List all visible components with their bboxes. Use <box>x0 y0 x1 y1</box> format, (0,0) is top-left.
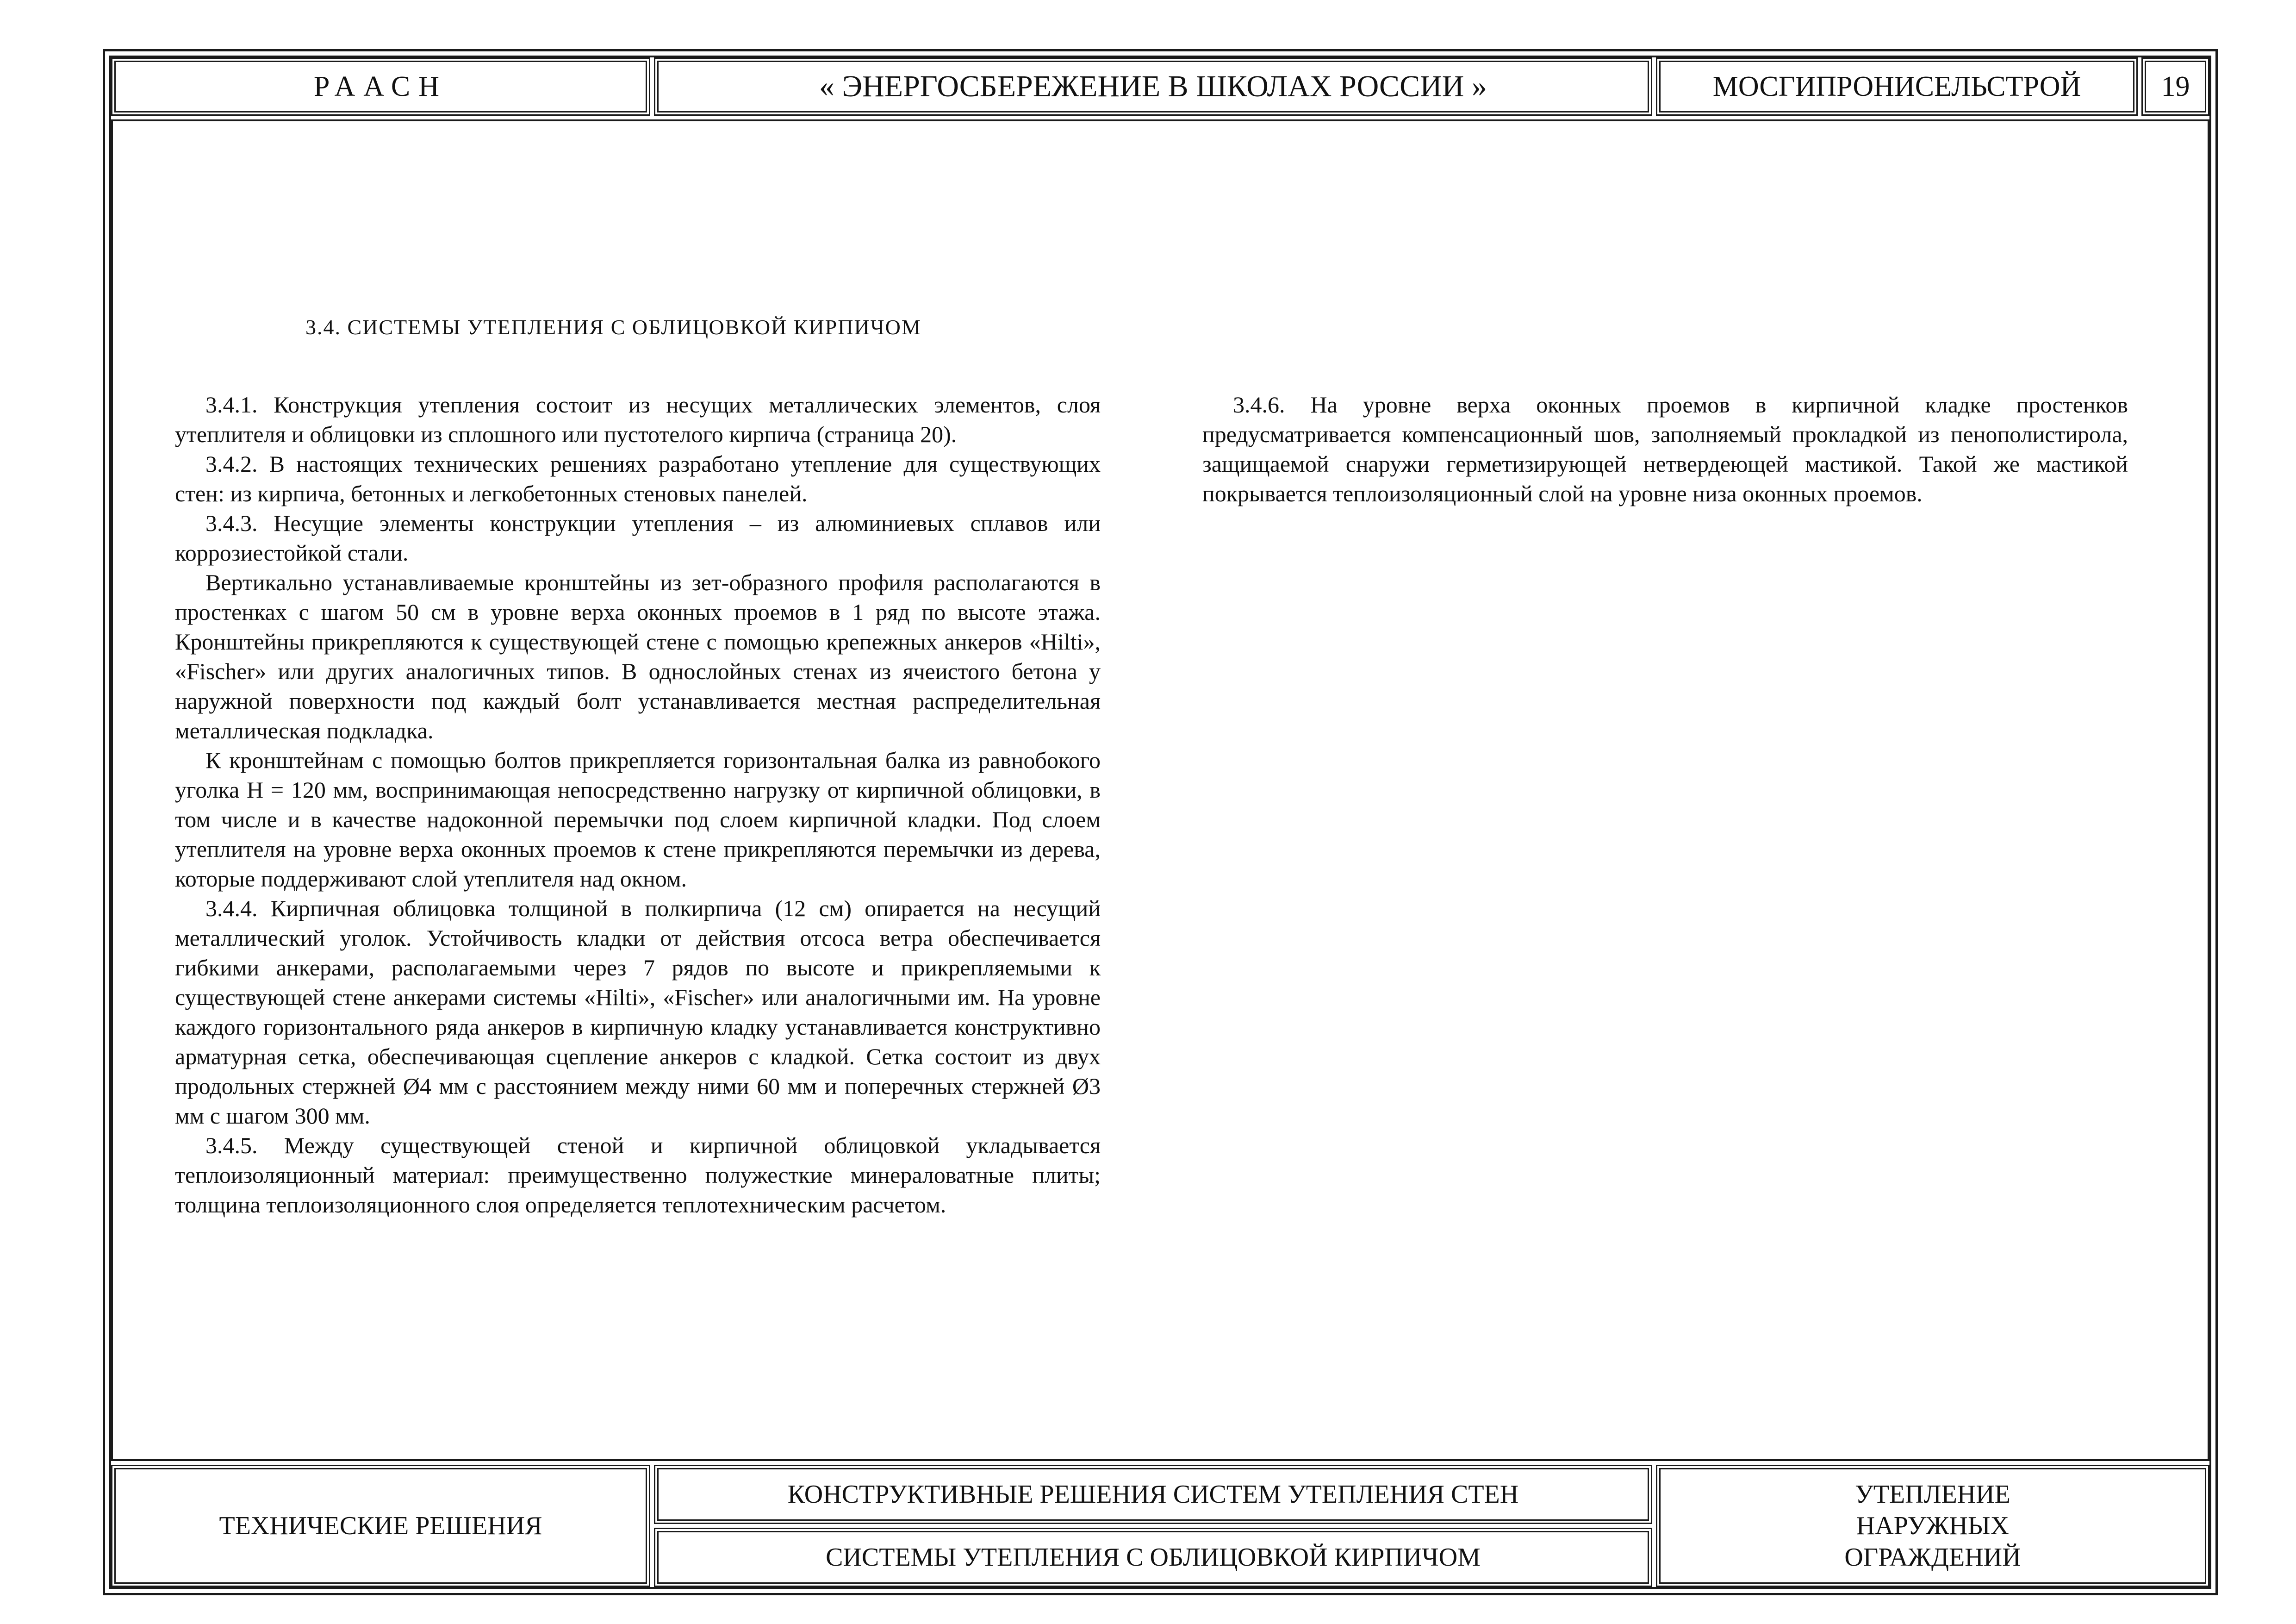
footer-middle-top-text: КОНСТРУКТИВНЫЕ РЕШЕНИЯ СИСТЕМ УТЕПЛЕНИЯ СТЕН <box>787 1480 1519 1509</box>
paragraph: 3.4.6. На уровне верха оконных проемов в кирпичной кладке простенков предусматривается компенсационный шов, заполняемый прокладкой из пенополистирола, защищаемой снаружи герметизирующей нетвердеющей мастикой. Такой же мастикой покрывается теплоизоляционный слой на уровне низа оконных проемов. <box>1202 392 2128 506</box>
footer-right <box>1656 1465 2209 1587</box>
header-org-short-text: РААСН <box>313 70 448 102</box>
right-column <box>1202 390 2128 508</box>
footer-middle-top <box>654 1465 1652 1524</box>
footer-middle-bottom <box>654 1528 1652 1587</box>
footer-left <box>111 1465 650 1587</box>
paragraph: 3.4.1. Конструкция утепления состоит из несущих металлических элементов, слоя утеплителя и облицовки из сплошного или пустотелого кирпича (страница 20). <box>175 392 1101 447</box>
footer-left-text: ТЕХНИЧЕСКИЕ РЕШЕНИЯ <box>219 1512 542 1540</box>
paragraph: К кронштейнам с помощью болтов прикрепляется горизонтальная балка из равнобокого уголка H = 120 мм, воспринимающая непосредственно нагрузку от кирпичной облицовки, в том числе и в качестве надоконной перемычки под слоем кирпичной кладки. Под слоем утеплителя на уровне верха оконных проемов к стене прикрепляются перемычки из дерева, которые поддерживают слой утеплителя над окном. <box>175 747 1101 892</box>
paragraph: 3.4.2. В настоящих технических решениях разработано утепление для существующих стен: из кирпича, бетонных и легкобетонных стеновых панелей. <box>175 451 1101 506</box>
header-title <box>654 57 1652 116</box>
left-column <box>175 390 1101 1219</box>
paragraph: 3.4.5. Между существующей стеной и кирпичной облицовкой укладывается теплоизоляционный материал: преимущественно полужесткие минераловатные плиты; толщина теплоизоляционного слоя определяется теплотехническим расчетом. <box>175 1132 1101 1218</box>
header-org-text: МОСГИПРОНИСЕЛЬСТРОЙ <box>1712 70 2081 102</box>
header-title-text: « ЭНЕРГОСБЕРЕЖЕНИЕ В ШКОЛАХ РОССИИ » <box>819 69 1487 103</box>
paragraph: 3.4.4. Кирпичная облицовка толщиной в полкирпича (12 см) опирается на несущий металлический уголок. Устойчивость кладки от действия отсоса ветра обеспечивается гибкими анкерами, располагаемыми через 7 рядов по высоте и прикрепляемыми к существующей стене анкерами системы «Hilti», «Fischer» или аналогичными им. На уровне каждого горизонтального ряда анкеров в кирпичную кладку устанавливается конструктивно арматурная сетка, обеспечивающая сцепление анкеров с кладкой. Сетка состоит из двух продольных стержней Ø4 мм с расстоянием между ними 60 мм и поперечных стержней Ø3 мм с шагом 300 мм. <box>175 895 1101 1129</box>
header-org-short <box>111 57 650 116</box>
header-org <box>1656 57 2138 116</box>
footer-right-text: УТЕПЛЕНИЕ НАРУЖНЫХ ОГРАЖДЕНИЙ <box>1844 1480 2021 1572</box>
paragraph: 3.4.3. Несущие элементы конструкции утепления – из алюминиевых сплавов или коррозиестойкой стали. <box>175 510 1101 566</box>
page-number <box>2141 57 2209 116</box>
footer-middle-bottom-text: СИСТЕМЫ УТЕПЛЕНИЯ С ОБЛИЦОВКОЙ КИРПИЧОМ <box>826 1543 1481 1572</box>
page-number-text: 19 <box>2161 70 2190 102</box>
section-title: 3.4. СИСТЕМЫ УТЕПЛЕНИЯ С ОБЛИЦОВКОЙ КИРПИЧОМ <box>305 315 921 339</box>
paragraph: Вертикально устанавливаемые кронштейны из зет-образного профиля располагаются в простенках с шагом 50 см в уровне верха оконных проемов в 1 ряд по высоте этажа. Кронштейны прикрепляются к существующей стене с помощью крепежных анкеров «Hilti», «Fischer» или других аналогичных типов. В однослойных стенах из ячеистого бетона у наружной поверхности под каждый болт устанавливается местная распределительная металлическая подкладка. <box>175 569 1101 743</box>
